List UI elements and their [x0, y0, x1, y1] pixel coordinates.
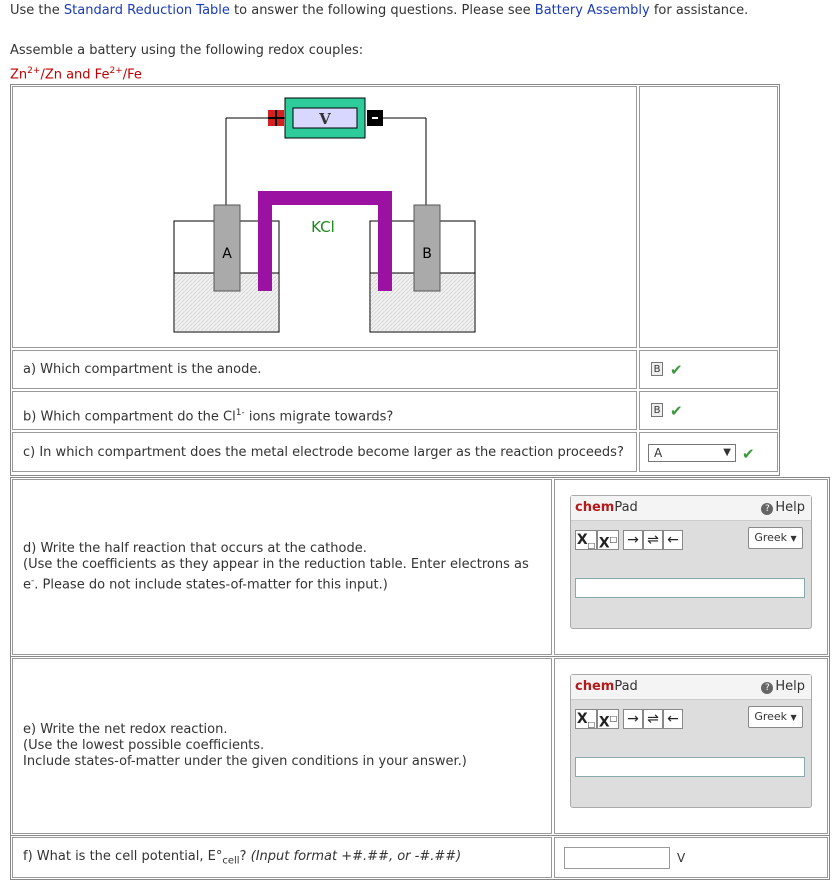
check-icon: ✔: [670, 361, 683, 379]
battery-assembly-link[interactable]: Battery Assembly: [534, 3, 650, 18]
back-arrow-button[interactable]: ←: [663, 530, 683, 550]
greek-button[interactable]: [748, 706, 803, 728]
standard-reduction-table-link[interactable]: Standard Reduction Table: [63, 3, 230, 18]
chempad-title: [575, 500, 638, 515]
chempad-name: Pad: [614, 679, 638, 694]
caret-down-icon: ▼: [790, 713, 797, 722]
redox-couples: [10, 66, 142, 82]
intro-middle: to answer the following questions. Please see: [229, 3, 535, 18]
chempad-e: [570, 674, 812, 808]
cell-potential-input[interactable]: [564, 847, 670, 869]
voltmeter-label: V: [319, 110, 331, 128]
intro-prefix: Use the: [10, 3, 64, 18]
superscript-label: X: [598, 535, 610, 552]
caret-down-icon: ▼: [790, 534, 797, 543]
greek-label: Greek: [754, 710, 788, 723]
chempad-brand: chem: [575, 679, 615, 694]
question-b-pre: b) Which compartment do the Cl: [23, 409, 236, 425]
help-icon: ?: [761, 682, 773, 694]
subscript-button[interactable]: $X_□$: [576, 711, 596, 729]
intro-suffix: for assistance.: [649, 3, 749, 18]
chempad-input[interactable]: [575, 578, 805, 598]
arrow-button[interactable]: →: [623, 530, 643, 550]
answer-a-select[interactable]: B: [651, 362, 663, 376]
answer-c-dropdown[interactable]: [648, 444, 736, 462]
question-c-text: c) In which compartment does the metal electrode become larger as the reaction proceeds?: [23, 445, 624, 460]
chempad-help-button[interactable]: [761, 500, 805, 515]
chempad-help-button[interactable]: [761, 679, 805, 694]
question-f-mid: ?: [239, 849, 251, 864]
question-b-text: [23, 405, 393, 425]
positive-terminal-icon: [268, 110, 284, 126]
question-f-pre: f) What is the cell potential, E°: [23, 849, 223, 864]
diagram-cell: [12, 86, 637, 348]
input-format-hint: (Input format +#.##, or -#.##): [250, 849, 462, 864]
electrode-a-label: A: [222, 246, 232, 262]
check-icon: ✔: [670, 402, 683, 420]
question-d-line3-tail: . Please do not include states-of-matter for this input.): [34, 577, 388, 593]
chempad-help-label: Help: [775, 679, 805, 694]
salt-bridge-label: KCl: [311, 218, 335, 236]
question-e-line3: Include states-of-matter under the given conditions in your answer.): [23, 754, 467, 769]
greek-label: Greek: [754, 531, 788, 544]
chevron-down-icon: ▼: [723, 447, 731, 458]
superscript-label: X: [598, 714, 610, 731]
question-a-text: a) Which compartment is the anode.: [23, 362, 262, 377]
equilibrium-button[interactable]: ⇌: [643, 530, 663, 550]
question-f-text: [23, 849, 461, 870]
answer-c-value: A: [654, 446, 663, 460]
question-f-sub: cell: [222, 855, 240, 867]
help-icon: ?: [761, 503, 773, 515]
question-b-post: ions migrate towards?: [244, 409, 394, 425]
zn-charge: 2+: [27, 66, 41, 76]
intro-text: [10, 3, 748, 18]
chempad-name: Pad: [614, 500, 638, 515]
battery-diagram: [13, 87, 636, 347]
zn-tail: /Zn and Fe: [40, 67, 110, 83]
subscript-label: X: [576, 711, 588, 727]
question-d-text: [23, 541, 529, 593]
chempad-help-label: Help: [775, 500, 805, 515]
fe-charge: 2+: [109, 66, 123, 76]
chempad-title: [575, 679, 638, 694]
chempad-input[interactable]: [575, 757, 805, 777]
fe-tail: /Fe: [122, 67, 142, 83]
salt-bridge: [265, 198, 385, 291]
negative-terminal-icon: [367, 110, 383, 126]
question-e-line2: (Use the lowest possible coefficients.: [23, 738, 265, 753]
subscript-button[interactable]: $X_□$: [576, 532, 596, 550]
electron-symbol: e: [23, 577, 31, 593]
diagram-side-cell: [639, 86, 778, 348]
question-e-line1: e) Write the net redox reaction.: [23, 722, 228, 737]
volt-unit: V: [677, 851, 686, 865]
question-b-sup: 1-: [235, 408, 245, 418]
back-arrow-button[interactable]: ←: [663, 709, 683, 729]
electrode-b-label: B: [422, 246, 432, 262]
question-d-line3: [23, 573, 529, 593]
greek-button[interactable]: [748, 527, 803, 549]
arrow-button[interactable]: →: [623, 709, 643, 729]
check-icon: ✔: [742, 445, 755, 463]
question-d-line2: (Use the coefficients as they appear in the reduction table. Enter electrons as: [23, 557, 529, 572]
question-e-text: [23, 722, 467, 770]
answer-b-select[interactable]: B: [651, 403, 663, 417]
electron-charge: -: [31, 576, 35, 586]
superscript-button[interactable]: X□: [597, 530, 619, 550]
chempad-brand: chem: [575, 500, 615, 515]
superscript-button[interactable]: X□: [597, 709, 619, 729]
chempad-d: [570, 495, 812, 629]
subscript-label: X: [576, 532, 588, 548]
equilibrium-button[interactable]: ⇌: [643, 709, 663, 729]
assemble-text: Assemble a battery using the following redox couples:: [10, 43, 364, 58]
question-d-line1: d) Write the half reaction that occurs at the cathode.: [23, 541, 367, 556]
zn-symbol: Zn: [10, 67, 28, 83]
